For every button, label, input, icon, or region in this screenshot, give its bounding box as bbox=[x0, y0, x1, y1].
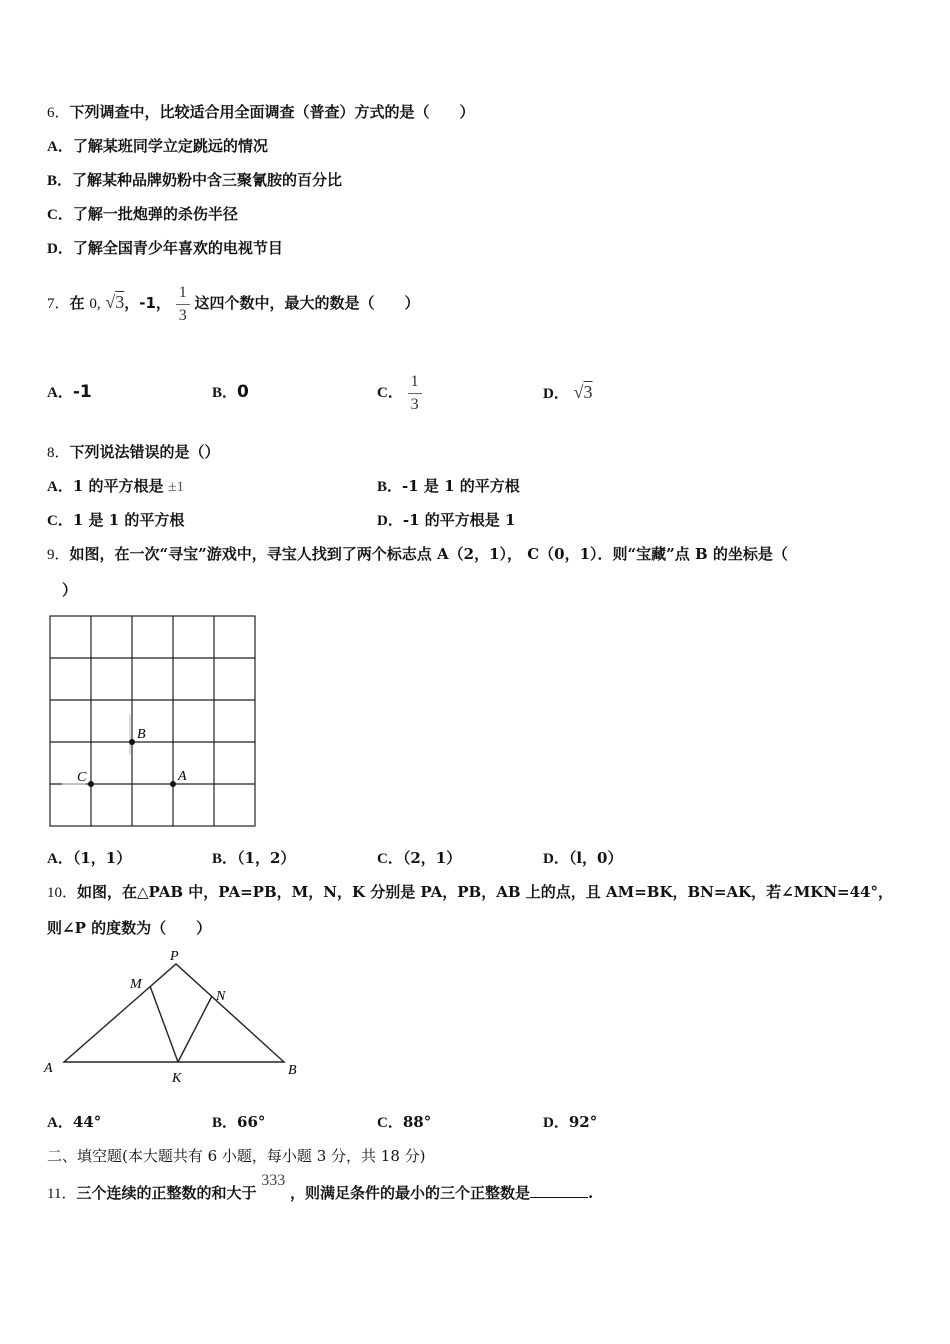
point-a-label: A bbox=[178, 769, 187, 784]
q6-stem-line bbox=[47, 102, 475, 123]
q7-neg-one: -1 bbox=[139, 294, 156, 312]
q7-stem-line bbox=[47, 272, 420, 332]
denominator: 3 bbox=[410, 395, 419, 413]
option-text: （1，1） bbox=[72, 849, 132, 867]
q11-stem-line bbox=[47, 1172, 593, 1214]
option-sqrt: √3 bbox=[573, 382, 593, 402]
point-b-label: B bbox=[137, 727, 146, 742]
q8-option-a bbox=[47, 476, 184, 497]
answer-blank[interactable] bbox=[530, 1183, 588, 1198]
q7-option-b bbox=[212, 382, 249, 403]
q10-number: 10． bbox=[47, 885, 78, 901]
option-text: 了解某班同学立定跳远的情况 bbox=[72, 137, 268, 155]
q9-option-d bbox=[543, 848, 622, 869]
point-n-label: N bbox=[216, 989, 226, 1004]
q10-stem-line bbox=[47, 882, 893, 903]
q7-comma2: ， bbox=[155, 294, 171, 312]
option-label: B． bbox=[47, 173, 73, 189]
option-label: B． bbox=[377, 479, 403, 495]
option-label: D． bbox=[47, 241, 73, 257]
option-value: -1 bbox=[72, 382, 92, 402]
q7-option-c bbox=[377, 356, 422, 428]
point-m-label: M bbox=[130, 977, 142, 992]
q11-stem-b: ，则满足条件的最小的三个正整数是 bbox=[290, 1184, 531, 1202]
option-label: A． bbox=[47, 1115, 73, 1131]
q6-option-d bbox=[47, 238, 283, 259]
q7-sqrt3: √3 bbox=[105, 292, 125, 312]
option-text: （1，2） bbox=[237, 849, 296, 867]
q8-number: 8． bbox=[47, 445, 70, 461]
option-text: 了解全国青少年喜欢的电视节目 bbox=[72, 239, 283, 257]
option-label: D． bbox=[543, 1115, 569, 1131]
option-value: 0 bbox=[237, 382, 249, 402]
q8-stem-line bbox=[47, 442, 220, 463]
q7-fraction-one-third bbox=[176, 284, 190, 325]
q9-stem-cont bbox=[62, 580, 77, 600]
point-b-label: B bbox=[288, 1063, 297, 1078]
option-label: B． bbox=[212, 385, 238, 401]
q6-number: 6． bbox=[47, 105, 70, 121]
radicand: 3 bbox=[115, 292, 125, 312]
option-tail: ±1 bbox=[168, 479, 185, 495]
q8-stem: 下列说法错误的是（） bbox=[69, 443, 220, 461]
option-label: C． bbox=[377, 385, 403, 401]
q9-stem-close: ） bbox=[62, 581, 78, 599]
q10-stem-cont bbox=[47, 918, 211, 938]
option-text: （2，1） bbox=[402, 849, 462, 867]
option-label: D． bbox=[543, 851, 569, 867]
point-k-label: K bbox=[172, 1071, 182, 1086]
option-text: 88° bbox=[402, 1113, 432, 1131]
q9-stem-line bbox=[47, 544, 788, 565]
q7-zero: 0, bbox=[89, 296, 101, 312]
numerator: 1 bbox=[178, 283, 187, 301]
q9-stem: 如图，在一次“寻宝”游戏中，寻宝人找到了两个标志点 A（2，1）， C（0，1）．则“宝藏”点 B 的坐标是（ bbox=[69, 545, 788, 563]
point-c-dot bbox=[88, 781, 94, 787]
radicand: 3 bbox=[583, 382, 593, 402]
q6-option-c bbox=[47, 204, 238, 225]
q7-option-d bbox=[543, 382, 593, 404]
option-label: D． bbox=[543, 386, 569, 402]
q9-option-b bbox=[212, 848, 295, 869]
option-label: C． bbox=[377, 851, 403, 867]
q10-option-d bbox=[543, 1112, 597, 1133]
option-text: 92° bbox=[568, 1113, 598, 1131]
option-label: D． bbox=[377, 513, 403, 529]
q7-number: 7． bbox=[47, 296, 70, 312]
q6-stem: 下列调查中，比较适合用全面调查（普查）方式的是（ ） bbox=[69, 103, 475, 121]
option-text: 了解某种品牌奶粉中含三聚氰胺的百分比 bbox=[72, 171, 343, 189]
q10-triangle-figure bbox=[42, 944, 302, 1086]
denominator: 3 bbox=[178, 306, 187, 324]
q9-grid-figure bbox=[48, 614, 258, 830]
option-label: B． bbox=[212, 851, 238, 867]
option-label: C． bbox=[377, 1115, 403, 1131]
grid-border bbox=[50, 616, 255, 826]
numerator: 1 bbox=[410, 372, 419, 390]
option-text: 44° bbox=[72, 1113, 102, 1131]
q10-stem-cont-text: 则∠P 的度数为（ ） bbox=[47, 919, 212, 937]
q8-option-b bbox=[377, 476, 520, 497]
point-a-dot bbox=[170, 781, 176, 787]
option-label: A． bbox=[47, 385, 73, 401]
q10-option-a bbox=[47, 1112, 101, 1133]
option-text: 了解一批炮弹的杀伤半径 bbox=[72, 205, 238, 223]
option-label: C． bbox=[47, 207, 73, 223]
grid-lines bbox=[50, 616, 255, 826]
section-title bbox=[47, 1146, 426, 1166]
option-text: （l，0） bbox=[568, 849, 623, 867]
point-c-label: C bbox=[77, 770, 87, 785]
q11-value: 333 bbox=[261, 1172, 286, 1189]
option-label: A． bbox=[47, 851, 73, 867]
q8-option-c bbox=[47, 510, 184, 531]
point-a-label: A bbox=[44, 1061, 53, 1076]
q8-option-d bbox=[377, 510, 515, 531]
q10-option-b bbox=[212, 1112, 265, 1133]
q7-stem-a: 在 bbox=[69, 294, 85, 312]
section2-title: 二、填空题(本大题共有 6 小题，每小题 3 分，共 18 分) bbox=[47, 1147, 426, 1165]
q9-option-c bbox=[377, 848, 461, 869]
q10-stem: 如图，在△PAB 中，PA=PB，M，N，K 分别是 PA，PB，AB 上的点，且 AM=BK，BN=AK，若∠MKN=44°， bbox=[77, 883, 893, 901]
option-text: 1 的平方根是 bbox=[72, 477, 164, 495]
point-p-label: P bbox=[170, 949, 179, 964]
option-label: A． bbox=[47, 479, 73, 495]
q7-stem-b: 这四个数中，最大的数是（ ） bbox=[194, 294, 420, 312]
q11-end: . bbox=[588, 1184, 594, 1202]
option-label: A． bbox=[47, 139, 73, 155]
q7-option-a bbox=[47, 382, 92, 403]
q9-option-a bbox=[47, 848, 131, 869]
triangle-lines bbox=[64, 964, 284, 1062]
option-text: -1 的平方根是 1 bbox=[402, 511, 516, 529]
option-label: B． bbox=[212, 1115, 238, 1131]
q11-stem-a: 三个连续的正整数的和大于 bbox=[76, 1184, 257, 1202]
option-text: 66° bbox=[237, 1113, 266, 1131]
q10-option-c bbox=[377, 1112, 431, 1133]
q11-number: 11． bbox=[47, 1186, 77, 1202]
point-b-dot bbox=[129, 739, 135, 745]
q7-comma1: ， bbox=[124, 294, 140, 312]
q9-number: 9． bbox=[47, 547, 70, 563]
option-fraction bbox=[408, 373, 422, 414]
option-text: 1 是 1 的平方根 bbox=[72, 511, 185, 529]
option-text: -1 是 1 的平方根 bbox=[402, 477, 520, 495]
q6-option-b bbox=[47, 170, 342, 191]
option-label: C． bbox=[47, 513, 73, 529]
q6-option-a bbox=[47, 136, 268, 157]
